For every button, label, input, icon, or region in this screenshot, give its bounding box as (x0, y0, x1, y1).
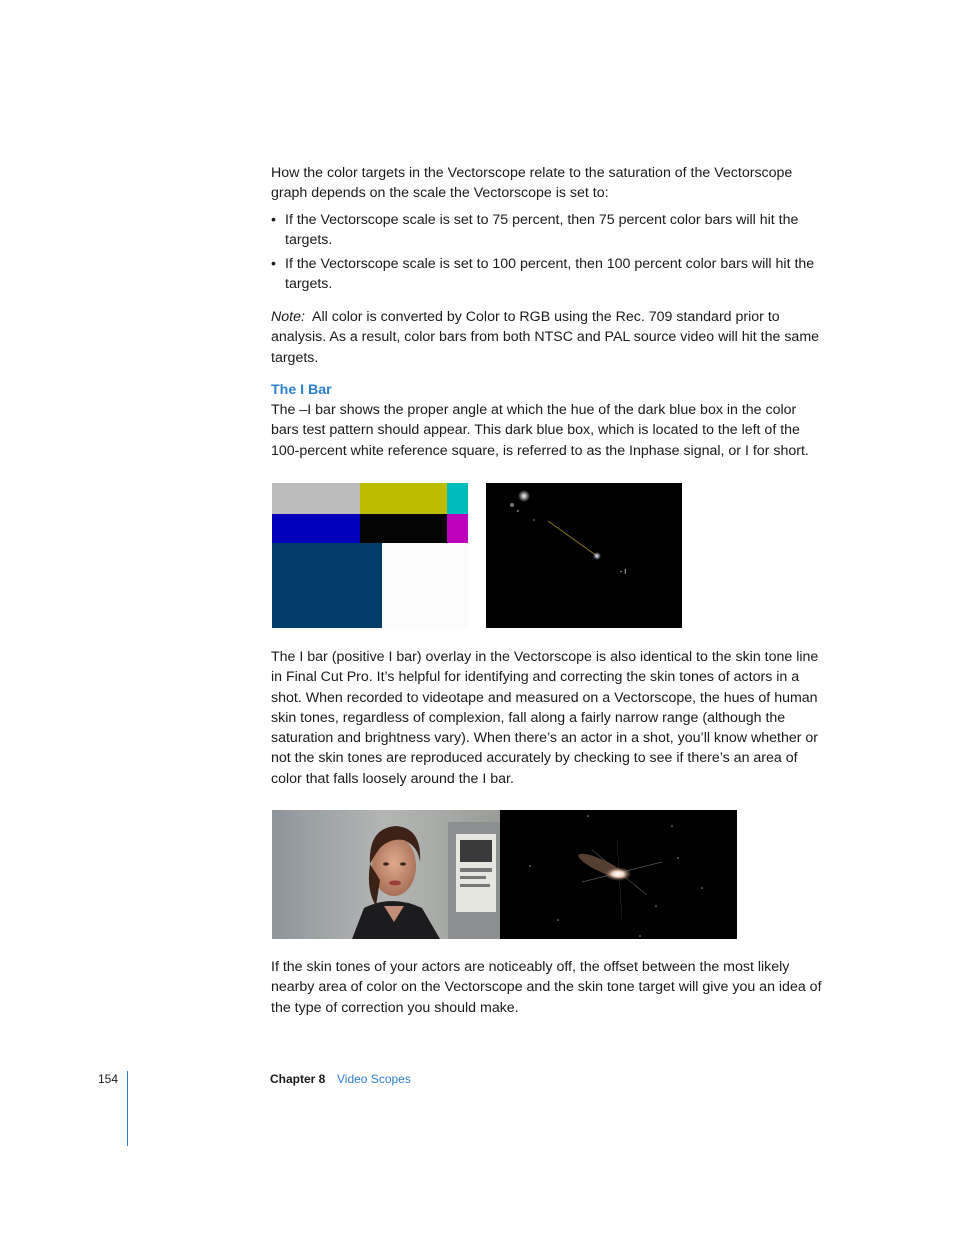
bar-black (360, 514, 447, 543)
footer-divider (127, 1071, 128, 1146)
actor-and-vectorscope (272, 810, 737, 939)
bar-cyan (447, 483, 468, 514)
correction-text: If the skin tones of your actors are noticeably off, the offset between the most likely nearby area of color on the Vectorscope and the skin tone target will give you an idea of the type of correction you should make. (271, 959, 822, 1016)
white-reference-square (382, 543, 468, 628)
section-heading (271, 380, 827, 400)
skin-tone-paragraph (271, 647, 827, 789)
vectorscope-trace (486, 483, 682, 628)
i-bar-text: The –I bar shows the proper angle at which the hue of the dark blue box in the color bars test pattern should appear. This dark blue box, which is located to the left of the 100-percent white reference square, is referred to as the Inphase signal, or I for short. (271, 402, 809, 459)
inphase-dark-blue-box (272, 543, 382, 628)
scope-i-label: - I (620, 569, 627, 576)
page-number: 154 (98, 1072, 119, 1086)
section-heading-text: The I Bar (271, 382, 332, 398)
list-item-text: If the Vectorscope scale is set to 100 percent, then 100 percent color bars will hit the targets. (285, 256, 815, 293)
correction-paragraph (271, 957, 827, 1018)
bar-gray (272, 483, 360, 514)
note-label: Note: (271, 309, 305, 325)
intro-text: How the color targets in the Vectorscope relate to the saturation of the Vectorscope graph depends on the scale the Vectorscope is set to: (271, 165, 793, 202)
note-paragraph (271, 307, 827, 368)
section-link[interactable]: Video Scopes (337, 1072, 411, 1086)
bullet-icon: • (271, 256, 276, 272)
bullet-icon: • (271, 212, 276, 228)
list-item-text: If the Vectorscope scale is set to 75 percent, then 75 percent color bars will hit the targets. (285, 212, 799, 249)
intro-paragraph (271, 163, 827, 204)
bar-magenta (447, 514, 468, 543)
vectorscope-image (486, 483, 682, 628)
chapter-label: Chapter 8 (270, 1072, 326, 1086)
bar-yellow (360, 483, 447, 514)
color-bars-image (272, 483, 468, 628)
skin-tone-figure (272, 810, 737, 939)
bar-blue (272, 514, 360, 543)
skin-tone-text: The I bar (positive I bar) overlay in the Vectorscope is also identical to the skin tone line in Final Cut Pro. It’s helpful for identifying and correcting the skin tones of actors in a shot. When recorded to videotape and measured on a Vectorscope, the hues of human skin tones, regardless of complexion, fall along a fairly narrow range (although the saturation and brightness vary). When there’s an actor in a shot, you’ll know whether or not the skin tones are reproduced accurately by checking to see if there’s an area of color that falls loosely around the I bar. (271, 649, 819, 787)
note-text: All color is converted by Color to RGB using the Rec. 709 standard prior to analysis. As a result, color bars from both NTSC and PAL source video will hit the same targets. (271, 309, 820, 366)
i-bar-paragraph (271, 400, 827, 461)
